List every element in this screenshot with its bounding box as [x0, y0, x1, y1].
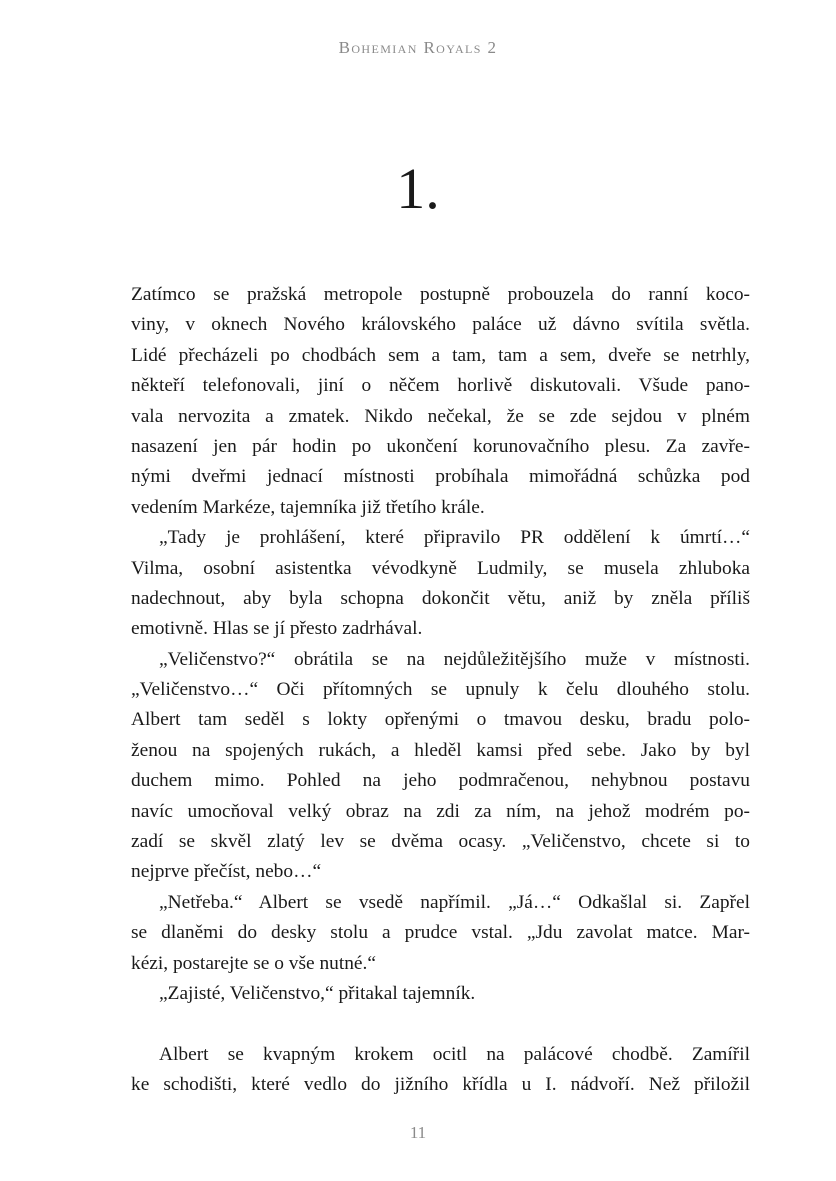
paragraph-6 — [131, 1040, 750, 1101]
text-line: vedením Markéze, tajemníka již třetího krále. — [131, 496, 485, 518]
text-line: ženou na spojených rukách, a hleděl kamsi před sebe. Jako by byl — [131, 739, 750, 761]
text-line: nadechnout, aby byla schopna dokončit větu, aniž by zněla příliš — [131, 587, 750, 609]
text-line: „Veličenstvo…“ Oči přítomných se upnuly k čelu dlouhého stolu. — [131, 679, 750, 701]
paragraph-2 — [131, 523, 750, 645]
text-line: Lidé přecházeli po chodbách sem a tam, tam a sem, dveře se netrhly, — [131, 344, 750, 366]
text-line: „Tady je prohlášení, které připravilo PR oddělení k úmrtí…“ — [159, 527, 750, 549]
paragraph-3 — [131, 645, 750, 888]
running-header: Bohemian Royals 2 — [338, 38, 498, 57]
text-line: ke schodišti, které vedlo do jižního křídla u I. nádvoří. Než přiložil — [131, 1074, 750, 1096]
text-line: navíc umocňoval velký obraz na zdi za ním, na jehož modrém po- — [131, 800, 750, 822]
text-line: Zatímco se pražská metropole postupně probouzela do ranní koco- — [131, 284, 750, 305]
text-line: se dlaněmi do desky stolu a prudce vstal. „Jdu zavolat matce. Mar- — [131, 922, 750, 944]
text-line: emotivně. Hlas se jí přesto zadrhával. — [131, 618, 423, 640]
text-line: Albert tam seděl s lokty opřenými o tmavou desku, bradu polo- — [131, 709, 750, 731]
text-line: vala nervozita a zmatek. Nikdo nečekal, že se zde sejdou v plném — [131, 405, 750, 427]
text-line: kézi, postarejte se o vše nutné.“ — [131, 952, 376, 974]
text-line: viny, v oknech Nového královského paláce už dávno svítila světla. — [131, 314, 750, 336]
paragraph-5 — [131, 979, 750, 1009]
page-number: 11 — [409, 1123, 427, 1142]
text-line: nými dveřmi jednací místnosti probíhala mimořádná schůzka pod — [131, 466, 750, 488]
text-line: duchem mimo. Pohled na jeho podmračenou, nehybnou postavu — [131, 770, 750, 792]
text-line: „Netřeba.“ Albert se vsedě napřímil. „Já…“ Odkašlal si. Zapřel — [159, 891, 750, 913]
text-line: někteří telefonovali, jiní o něčem horlivě diskutovali. Všude pano- — [131, 375, 750, 397]
text-line: zadí se skvěl zlatý lev se dvěma ocasy. „Veličenstvo, chcete si to — [131, 831, 750, 853]
text-line: Albert se kvapným krokem ocitl na palácové chodbě. Zamířil — [159, 1043, 750, 1065]
body-text — [131, 280, 750, 1101]
text-line: „Zajisté, Veličenstvo,“ přitakal tajemník. — [159, 982, 476, 1004]
text-line: nasazení jen pár hodin po ukončení korunovačního plesu. Za zavře- — [131, 435, 750, 457]
chapter-number: 1. — [396, 156, 440, 221]
text-line: Vilma, osobní asistentka vévodkyně Ludmily, se musela zhluboka — [131, 557, 750, 579]
text-line: „Veličenstvo?“ obrátila se na nejdůležitějšího muže v místnosti. — [159, 648, 750, 670]
paragraph-4 — [131, 888, 750, 979]
text-line: nejprve přečíst, nebo…“ — [131, 861, 322, 883]
section-break — [131, 1009, 750, 1039]
paragraph-1 — [131, 280, 750, 523]
